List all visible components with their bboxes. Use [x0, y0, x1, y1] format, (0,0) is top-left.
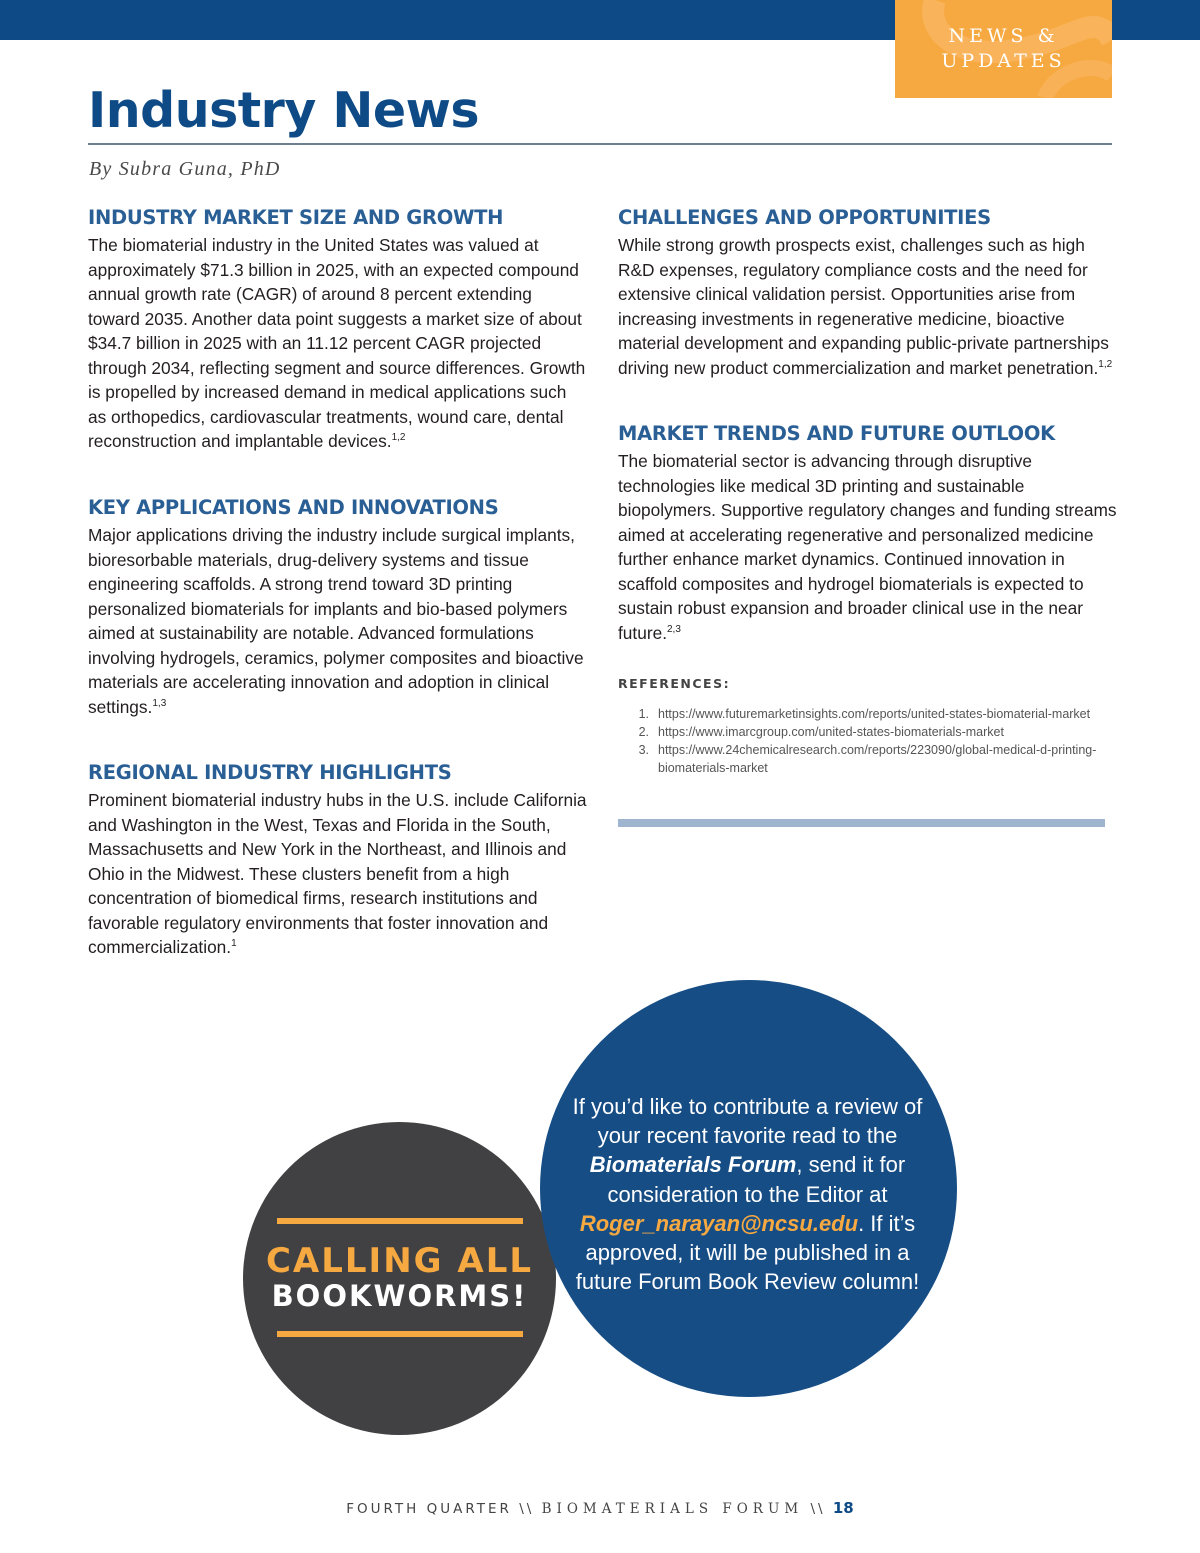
reference-number: 1.: [638, 707, 649, 721]
citation: 2,3: [667, 623, 681, 635]
citation: 1: [231, 938, 237, 950]
bookworms-bottom-rule: [277, 1331, 523, 1337]
section-heading: REGIONAL INDUSTRY HIGHLIGHTS: [88, 761, 452, 784]
footer-issue: FOURTH QUARTER: [346, 1501, 512, 1517]
references: [618, 676, 1118, 777]
section-trends: [618, 421, 1118, 645]
citation: 1,3: [152, 697, 167, 709]
footer-publication: BIOMATERIALS FORUM: [541, 1501, 804, 1517]
section-body: [88, 523, 588, 719]
section-heading: INDUSTRY MARKET SIZE AND GROWTH: [88, 206, 504, 229]
promo-text-part3: . If it’s approved, it will be published in a future Forum Book Review column!: [575, 1210, 920, 1295]
promo-text-part1: If you’d like to contribute a review of your recent favorite read to the: [572, 1094, 923, 1149]
section-tab-line2: UPDATES: [941, 50, 1066, 72]
references-divider: [618, 819, 1105, 827]
citation: 1,2: [391, 432, 406, 444]
reference-item: [618, 741, 1118, 777]
page-footer: [0, 1499, 1200, 1517]
section-body: [88, 233, 588, 454]
bookworms-title-line2: BOOKWORMS!: [271, 1279, 528, 1313]
page-number: 18: [832, 1499, 854, 1517]
section-tab: [895, 0, 1112, 98]
footer-separator: \\: [803, 1501, 833, 1517]
promo-text: [560, 1092, 935, 1296]
title-divider: [88, 143, 1112, 145]
section-body-text: Prominent biomaterial industry hubs in the U.S. include California and Washington in the West, Texas and Florida in the South, Massachusetts and New York in the Northeast, and Illinois and Ohio in the Midwest. These clusters benefit from a high concentration of biomedical firms, research institutions and favorable regulatory environments that foster innovation and commercialization.: [88, 790, 587, 957]
section-body-text: The biomaterial industry in the United States was valued at approximately $71.3 billion in 2025, with an expected compound annual growth rate (CAGR) of around 8 percent extending toward 2035. Another data point suggests a market size of about $34.7 billion in 2025 with an 11.12 percent CAGR projected through 2034, reflecting segment and source differences. Growth is propelled by increased demand in medical applications such as orthopedics, cardiovascular treatments, wound care, dental reconstruction and implantable devices.: [88, 235, 586, 451]
byline: By Subra Guna, PhD: [89, 158, 281, 180]
reference-item: [618, 723, 1118, 741]
section-heading: KEY APPLICATIONS AND INNOVATIONS: [88, 496, 499, 519]
editor-email-link[interactable]: Roger_narayan@ncsu.edu: [579, 1210, 859, 1236]
reference-number: 2.: [638, 725, 649, 739]
reference-link[interactable]: https://www.24chemicalresearch.com/reports/223090/global-medical-d-printing-biomaterials-market: [658, 743, 1097, 775]
reference-link[interactable]: https://www.futuremarketinsights.com/reports/united-states-biomaterial-market: [658, 707, 1091, 721]
section-challenges: [618, 205, 1118, 380]
reference-item: [618, 705, 1118, 723]
section-body: [88, 788, 588, 960]
page-title: Industry News: [88, 82, 480, 139]
promo-publication: Biomaterials Forum: [589, 1152, 797, 1178]
section-tab-line1: NEWS &: [948, 25, 1059, 47]
section-body: [618, 449, 1118, 645]
section-applications: [88, 495, 588, 719]
section-regional: [88, 760, 588, 960]
bookworms-top-rule: [277, 1218, 523, 1224]
section-heading: MARKET TRENDS AND FUTURE OUTLOOK: [618, 422, 1055, 445]
citation: 1,2: [1098, 358, 1113, 370]
references-heading: REFERENCES:: [618, 676, 731, 691]
bookworms-title-line1: CALLING ALL: [265, 1241, 534, 1281]
section-body-text: Major applications driving the industry include surgical implants, bioresorbable materials, drug-delivery systems and tissue engineering scaffolds. A strong trend toward 3D printing personalized biomaterials for implants and bio-based polymers aimed at sustainability are notable. Advanced formulations involving hydrogels, ceramics, polymer composites and bioactive materials are accelerating innovation and adoption in clinical settings.: [88, 525, 584, 717]
reference-number: 3.: [638, 743, 649, 757]
promo-text-part2: , send it for consideration to the Editor at: [607, 1152, 906, 1207]
reference-link[interactable]: https://www.imarcgroup.com/united-states-biomaterials-market: [658, 725, 1004, 739]
section-body-text: The biomaterial sector is advancing through disruptive technologies like medical 3D printing and sustainable biopolymers. Supportive regulatory changes and funding streams aimed at accelerating regenerative and personalized medicine further enhance market dynamics. Continued innovation in scaffold composites and hydrogel biomaterials is expected to sustain robust expansion and broader clinical use in the near future.: [618, 451, 1117, 643]
section-body-text: While strong growth prospects exist, challenges such as high R&D expenses, regulatory compliance costs and the need for extensive clinical validation persist. Opportunities arise from increasing investments in regenerative medicine, bioactive material development and expanding public-private partnerships driving new product commercialization and market penetration.: [618, 235, 1109, 378]
references-list: [618, 705, 1118, 777]
section-body: [618, 233, 1118, 380]
footer-separator: \\: [511, 1501, 542, 1517]
section-market-size: [88, 205, 588, 454]
section-heading: CHALLENGES AND OPPORTUNITIES: [618, 206, 991, 229]
